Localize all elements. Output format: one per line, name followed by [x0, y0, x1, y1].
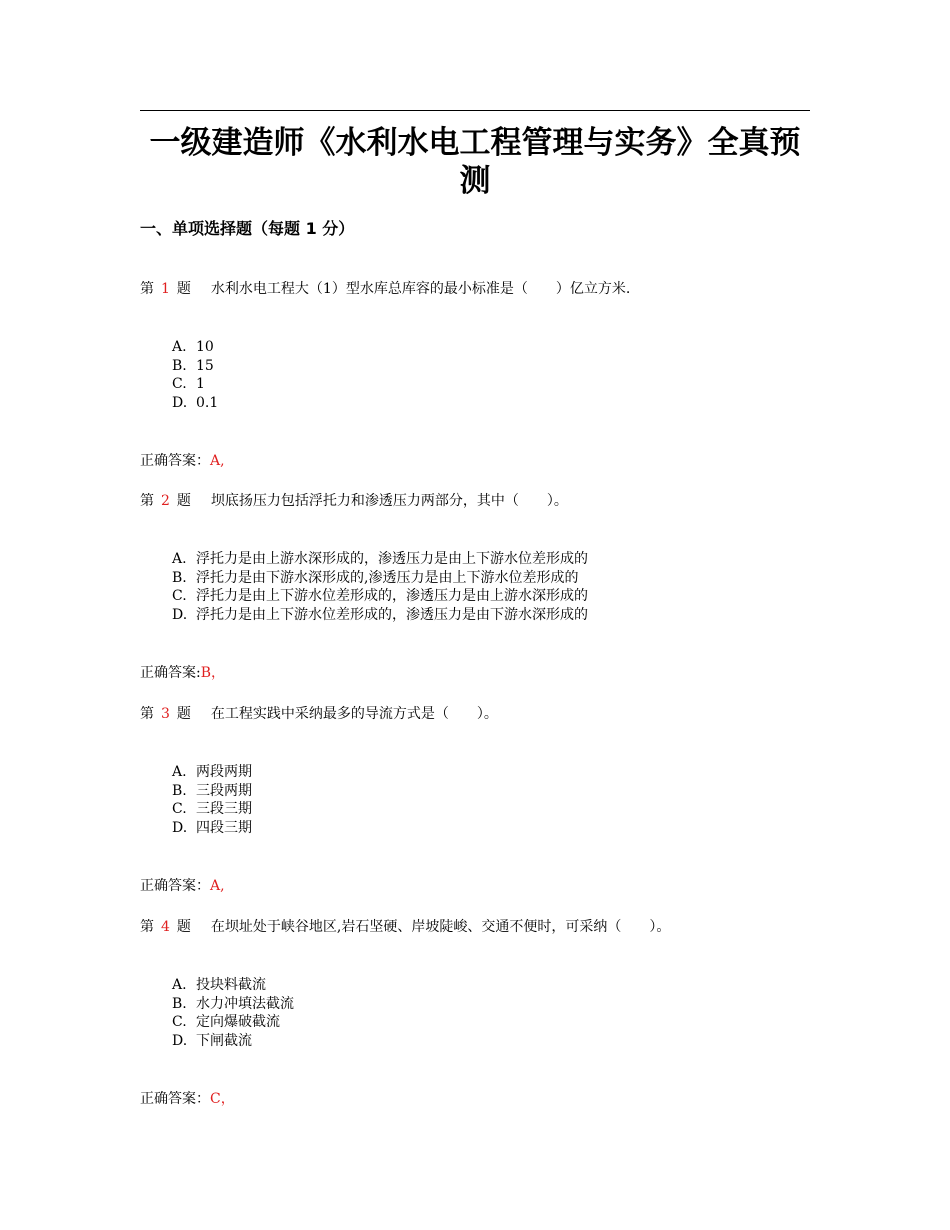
option-text: 三段两期	[196, 782, 252, 799]
question-number: 1	[161, 281, 170, 297]
section-heading: 一、单项选择题（每题 1 分）	[140, 219, 355, 238]
answer-value: A,	[210, 453, 225, 469]
question-suffix: 题	[176, 281, 191, 297]
question-prefix: 第	[140, 281, 154, 297]
answer-value: B，	[200, 665, 226, 681]
question-prefix: 第	[140, 706, 154, 722]
question-number: 2	[161, 493, 170, 509]
question-prefix: 第	[140, 919, 154, 935]
option-text: 1	[196, 376, 205, 393]
option-a	[172, 550, 588, 569]
question-prefix: 第	[140, 493, 154, 509]
option-b	[172, 995, 294, 1014]
option-a	[172, 763, 252, 782]
answer-label: 正确答案：	[140, 1091, 210, 1107]
option-letter: C.	[172, 1014, 187, 1031]
option-letter: A.	[172, 977, 187, 993]
option-d	[172, 1032, 294, 1051]
option-letter: C.	[172, 801, 187, 818]
question-number: 3	[161, 706, 170, 722]
option-letter: B.	[172, 357, 187, 374]
option-letter: B.	[172, 782, 187, 799]
option-text: 浮托力是由上游水深形成的，渗透压力是由上下游水位差形成的	[196, 551, 588, 567]
question-stem	[140, 280, 630, 298]
option-d	[172, 394, 218, 413]
option-text: 0.1	[196, 394, 219, 411]
question-suffix: 题	[176, 706, 191, 722]
question-text: 水利水电工程大（1）型水库总库容的最小标准是（ ）亿立方米.	[210, 281, 631, 297]
option-a	[172, 976, 294, 995]
option-text: 浮托力是由上下游水位差形成的，渗透压力是由下游水深形成的	[196, 606, 588, 623]
header-rule	[140, 110, 810, 111]
option-c	[172, 587, 588, 606]
option-text: 三段三期	[196, 801, 252, 818]
option-b	[172, 569, 588, 588]
answer-value: C，	[210, 1091, 235, 1107]
option-list	[172, 976, 294, 1050]
option-b	[172, 357, 218, 376]
option-letter: B.	[172, 569, 187, 586]
option-d	[172, 606, 588, 625]
document-title: 一级建造师《水利水电工程管理与实务》全真预测	[149, 125, 801, 199]
option-text: 浮托力是由下游水深形成的,渗透压力是由上下游水位差形成的	[196, 569, 579, 586]
option-d	[172, 819, 252, 838]
option-letter: B.	[172, 995, 187, 1012]
answer-value: A,	[210, 878, 225, 894]
option-text: 15	[196, 357, 214, 374]
answer-label: 正确答案：	[140, 453, 210, 469]
option-text: 投块料截流	[196, 977, 266, 993]
option-b	[172, 782, 252, 801]
option-list	[172, 763, 252, 837]
question-text: 坝底扬压力包括浮托力和渗透压力两部分，其中（ ）。	[210, 493, 568, 509]
option-letter: D.	[172, 819, 188, 836]
option-letter: A.	[172, 764, 187, 780]
option-text: 下闸截流	[196, 1032, 252, 1049]
question-text: 在工程实践中采纳最多的导流方式是（ ）。	[210, 706, 498, 722]
question-stem	[140, 492, 568, 510]
option-a	[172, 338, 218, 357]
question-stem	[140, 918, 670, 936]
question-suffix: 题	[176, 919, 191, 935]
option-text: 四段三期	[196, 819, 252, 836]
question-number: 4	[161, 919, 170, 935]
option-text: 两段两期	[196, 764, 252, 780]
correct-answer	[140, 452, 225, 470]
option-letter: A.	[172, 339, 187, 355]
correct-answer	[140, 664, 225, 682]
option-list	[172, 550, 588, 624]
option-letter: D.	[172, 394, 188, 411]
option-letter: A.	[172, 551, 187, 567]
option-text: 水力冲填法截流	[196, 995, 294, 1012]
option-letter: C.	[172, 376, 187, 393]
answer-label: 正确答案：	[140, 878, 210, 894]
option-c	[172, 1013, 294, 1032]
correct-answer	[140, 877, 225, 895]
question-suffix: 题	[176, 493, 191, 509]
correct-answer	[140, 1090, 235, 1108]
option-text: 定向爆破截流	[196, 1014, 280, 1031]
question-text: 在坝址处于峡谷地区,岩石坚硬、岸坡陡峻、交通不便时，可采纳（ ）。	[210, 919, 671, 935]
option-letter: D.	[172, 606, 188, 623]
option-c	[172, 800, 252, 819]
option-list	[172, 338, 218, 412]
question-stem	[140, 705, 498, 723]
option-text: 浮托力是由上下游水位差形成的，渗透压力是由上游水深形成的	[196, 588, 588, 605]
option-letter: D.	[172, 1032, 188, 1049]
answer-label: 正确答案:	[140, 665, 201, 681]
option-c	[172, 375, 218, 394]
option-text: 10	[196, 339, 214, 355]
option-letter: C.	[172, 588, 187, 605]
